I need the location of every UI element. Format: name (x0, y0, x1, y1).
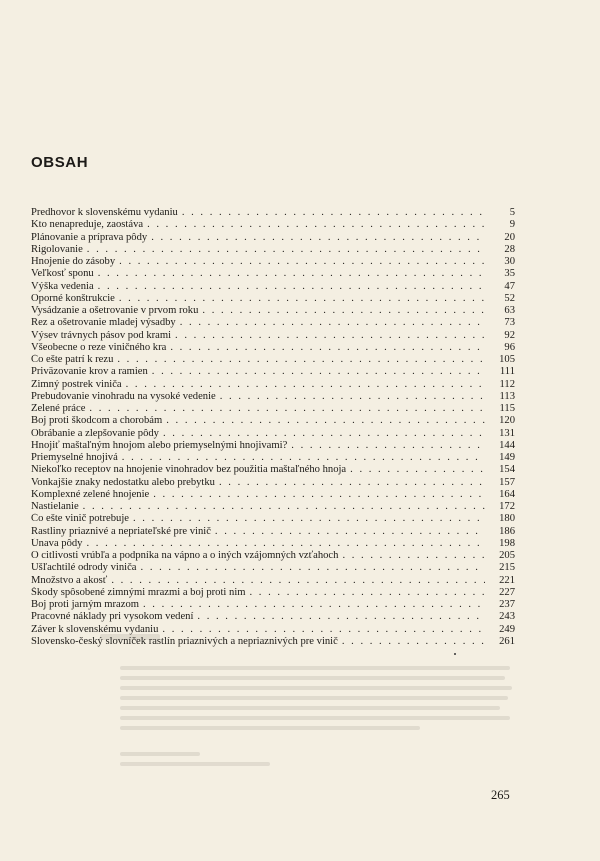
toc-entry (31, 256, 515, 268)
toc-entry (31, 464, 515, 476)
toc-entry-page: 186 (499, 525, 515, 537)
toc-leader-dots (82, 538, 485, 550)
toc-leader-dots (83, 244, 485, 256)
toc-leader-dots (246, 587, 486, 599)
table-of-contents (31, 207, 515, 648)
toc-entry-title: Škody spôsobené zimnými mrazmi a boj proti nim (31, 586, 246, 598)
toc-entry-title: Čo ešte patrí k rezu (31, 354, 114, 365)
toc-entry-title: Vysádzanie a ošetrovanie v prvom roku (31, 305, 199, 316)
toc-entry-title: Niekoľko receptov na hnojenie vinohradov bez použitia maštaľného hnoja (31, 464, 347, 476)
toc-entry (31, 526, 515, 538)
toc-entry (31, 599, 515, 611)
toc-entry (31, 268, 515, 280)
toc-entry-page: 92 (504, 329, 515, 341)
toc-entry-title: Ušľachtilé odrody viniča (31, 562, 137, 574)
toc-entry-title: Rez a ošetrovanie mladej výsadby (31, 317, 176, 329)
toc-entry-title: Priemyselné hnojivá (31, 452, 118, 463)
toc-entry-page: 115 (499, 403, 515, 414)
toc-entry-title: Kto nenapreduje, zaostáva (31, 219, 144, 231)
toc-leader-dots (143, 219, 485, 231)
toc-entry-title: Prebudovanie vinohradu na vysoké vedenie (31, 390, 216, 402)
toc-leader-dots (137, 562, 485, 574)
toc-entry (31, 293, 515, 305)
toc-entry (31, 342, 515, 354)
toc-entry-title: Priväzovanie krov a ramien (31, 366, 148, 378)
toc-entry (31, 219, 515, 231)
toc-entry (31, 305, 515, 317)
toc-entry-title: Množstvo a akosť (31, 574, 108, 586)
toc-entry-title: Boj proti jarným mrazom (31, 599, 139, 610)
toc-entry-title: Výška vedenia (31, 280, 94, 292)
toc-entry-page: 221 (499, 574, 515, 586)
toc-entry-title: Hnojiť maštaľným hnojom alebo priemyselnými hnojivami? (31, 439, 288, 451)
toc-entry (31, 538, 515, 550)
toc-entry-page: 20 (504, 231, 515, 243)
toc-entry-title: Obrábanie a zlepšovanie pôdy (31, 427, 159, 439)
toc-entry (31, 489, 515, 501)
toc-leader-dots (118, 452, 485, 464)
toc-entry-page: 180 (499, 513, 515, 525)
toc-heading: OBSAH (31, 154, 89, 171)
toc-entry-page: 111 (499, 366, 515, 378)
toc-entry (31, 354, 515, 366)
toc-entry-page: 113 (499, 390, 515, 402)
toc-entry (31, 281, 515, 293)
toc-leader-dots (166, 342, 485, 354)
toc-entry-page: 172 (499, 501, 515, 512)
toc-leader-dots (107, 575, 485, 587)
toc-leader-dots (216, 391, 485, 403)
toc-entry-page: 47 (504, 280, 515, 292)
toc-leader-dots (94, 281, 485, 293)
toc-entry-title: Všeobecne o reze viničného kra (31, 341, 167, 353)
toc-entry (31, 501, 515, 513)
toc-leader-dots (178, 207, 485, 219)
page-number: 265 (491, 788, 510, 802)
toc-leader-dots (198, 305, 485, 317)
toc-leader-dots (115, 293, 485, 305)
toc-entry (31, 562, 515, 574)
toc-leader-dots (338, 550, 485, 562)
toc-entry-title: Predhovor k slovenskému vydaniu (31, 207, 178, 218)
toc-entry (31, 587, 515, 599)
toc-entry-page: 144 (499, 439, 515, 451)
toc-entry-title: Hnojenie do zásoby (31, 256, 116, 267)
toc-entry-title: Únava pôdy (31, 537, 83, 549)
toc-entry-title: O citlivosti vrúbľa a podpníka na vápno a o iných vzájomných vzťahoch (31, 550, 339, 561)
toc-leader-dots (162, 415, 485, 427)
toc-entry (31, 232, 515, 244)
toc-leader-dots (113, 354, 485, 366)
toc-entry-page: 28 (504, 243, 515, 255)
toc-entry (31, 415, 515, 427)
toc-leader-dots (94, 268, 485, 280)
toc-leader-dots (147, 232, 485, 244)
toc-entry (31, 330, 515, 342)
toc-entry-page: 243 (499, 611, 515, 623)
toc-entry (31, 452, 515, 464)
toc-entry-page: 205 (499, 550, 515, 561)
toc-entry-title: Výsev trávnych pásov pod krami (31, 329, 172, 341)
toc-entry-page: 105 (499, 354, 515, 365)
toc-entry (31, 428, 515, 440)
toc-entry-page: 215 (499, 562, 515, 574)
toc-entry-page: 237 (499, 599, 515, 610)
toc-entry-page: 73 (504, 317, 515, 329)
toc-entry (31, 244, 515, 256)
toc-entry-title: Komplexné zelené hnojenie (31, 488, 150, 500)
toc-entry (31, 611, 515, 623)
toc-entry-title: Slovensko-český slovníček rastlín priaznivých a nepriaznivých pre vinič (31, 635, 338, 647)
toc-entry-page: 63 (504, 305, 515, 316)
toc-entry (31, 207, 515, 219)
toc-entry (31, 440, 515, 452)
toc-entry (31, 477, 515, 489)
toc-entry (31, 391, 515, 403)
toc-entry-page: 131 (499, 427, 515, 439)
toc-entry-page: 120 (499, 415, 515, 427)
toc-entry-title: Veľkosť sponu (31, 268, 94, 280)
toc-entry-page: 164 (499, 488, 515, 500)
toc-leader-dots (115, 256, 485, 268)
toc-entry-title: Záver k slovenskému vydaniu (31, 623, 159, 635)
toc-leader-dots (211, 526, 485, 538)
toc-entry-page: 198 (499, 537, 515, 549)
toc-leader-dots (287, 440, 485, 452)
toc-leader-dots (193, 611, 485, 623)
toc-entry-page: 261 (499, 635, 515, 647)
toc-entry-title: Zelené práce (31, 403, 86, 414)
toc-entry-page: 149 (499, 452, 515, 463)
toc-entry-page: 112 (499, 378, 515, 390)
toc-entry (31, 550, 515, 562)
toc-entry-title: Rastliny priaznivé a nepriateľské pre vinič (31, 525, 211, 537)
toc-entry (31, 403, 515, 415)
toc-entry-title: Oporné konštrukcie (31, 292, 115, 304)
toc-leader-dots (129, 513, 485, 525)
toc-leader-dots (159, 428, 485, 440)
toc-entry-page: 96 (504, 341, 515, 353)
toc-entry-page: 52 (504, 292, 515, 304)
toc-entry-title: Nastielanie (31, 501, 79, 512)
toc-entry-page: 30 (504, 256, 515, 267)
toc-entry-page: 35 (504, 268, 515, 280)
toc-leader-dots (122, 379, 485, 391)
toc-entry-title: Boj proti škodcom a chorobám (31, 415, 163, 427)
toc-entry-title: Rigolovanie (31, 243, 83, 255)
toc-leader-dots (148, 366, 485, 378)
toc-entry (31, 379, 515, 391)
toc-entry-page: 157 (499, 476, 515, 488)
bleed-through-texture (120, 628, 520, 772)
toc-entry-title: Zimný postrek viniča (31, 378, 122, 390)
toc-entry-title: Pracovné náklady pri vysokom vedení (31, 611, 194, 623)
toc-entry (31, 366, 515, 378)
toc-entry-page: 154 (499, 464, 515, 476)
toc-leader-dots (171, 330, 485, 342)
toc-entry-title: Vonkajšie znaky nedostatku alebo prebytku (31, 476, 215, 488)
toc-entry-title: Plánovanie a príprava pôdy (31, 231, 148, 243)
toc-leader-dots (85, 403, 485, 415)
toc-entry-page: 9 (509, 219, 515, 231)
toc-entry-page: 249 (499, 623, 515, 635)
speck (454, 653, 456, 655)
toc-entry-page: 5 (509, 207, 515, 218)
toc-leader-dots (79, 501, 485, 513)
toc-leader-dots (215, 477, 485, 489)
toc-entry (31, 513, 515, 525)
toc-entry-page: 227 (499, 586, 515, 598)
toc-leader-dots (139, 599, 485, 611)
toc-entry (31, 317, 515, 329)
toc-leader-dots (346, 464, 485, 476)
toc-entry (31, 575, 515, 587)
toc-entry-title: Čo ešte vinič potrebuje (31, 513, 129, 525)
toc-leader-dots (176, 317, 485, 329)
toc-leader-dots (149, 489, 485, 501)
